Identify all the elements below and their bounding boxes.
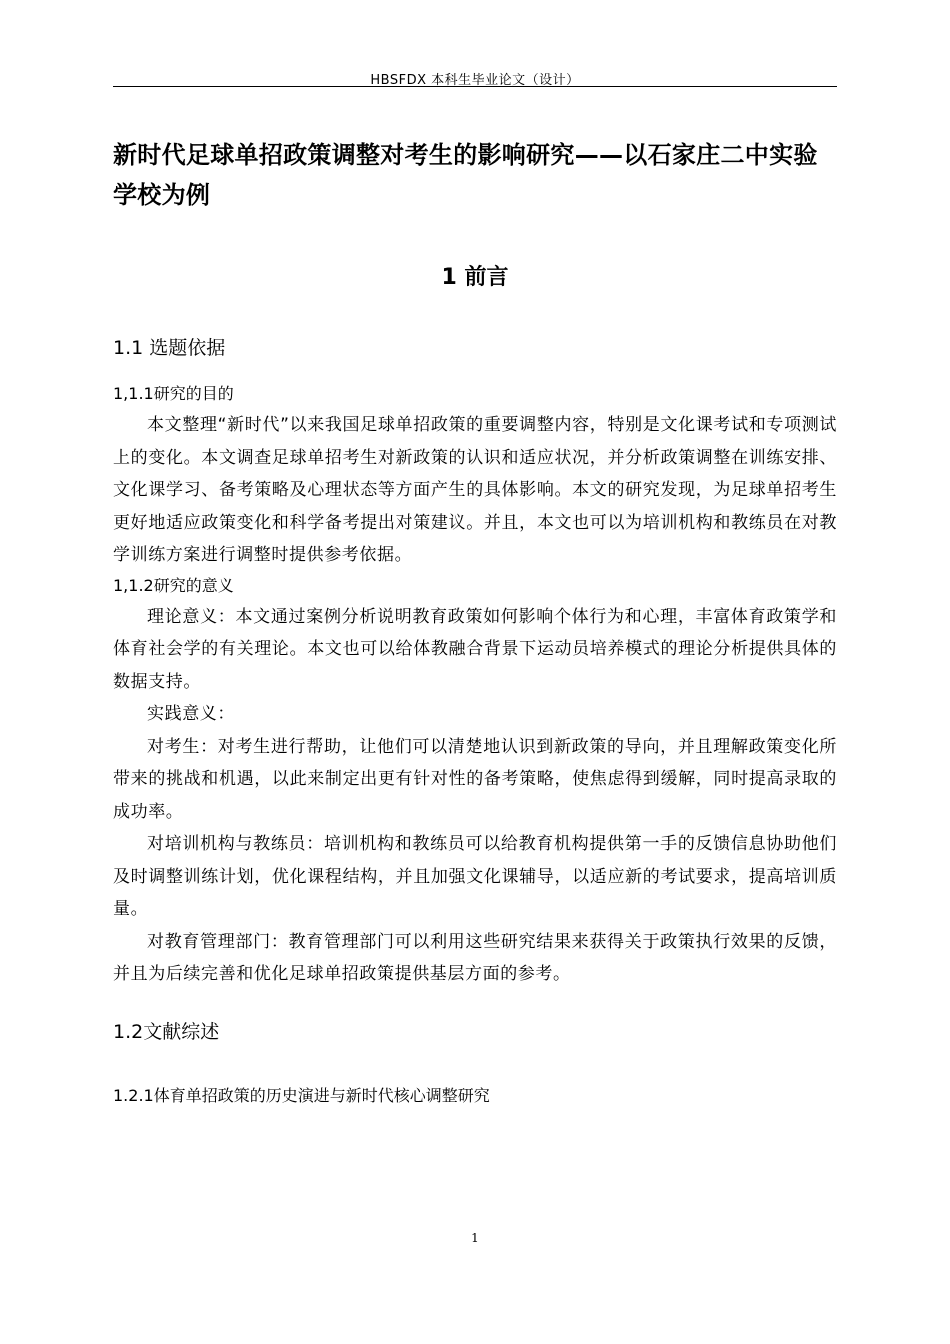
page-number: 1 [471, 1231, 479, 1245]
paper-title: 新时代足球单招政策调整对考生的影响研究——以石家庄二中实验学校为例 [113, 141, 818, 209]
subsection-heading-1-1-2: 1,1.2研究的意义 [113, 575, 234, 595]
chapter-heading: 1 前言 [441, 265, 509, 290]
paragraph-for-candidates: 对考生：对考生进行帮助，让他们可以清楚地认识到新政策的导向，并且理解政策变化所带来的挑战和机遇，以此来制定出更有针对性的备考策略，使焦虑得到缓解，同时提高录取的成功率。 [113, 736, 837, 822]
paragraph-theoretical-significance: 理论意义：本文通过案例分析说明教育政策如何影响个体行为和心理，丰富体育政策学和体育社会学的有关理论。本文也可以给体教融合背景下运动员培养模式的理论分析提供具体的数据支持。 [113, 606, 837, 692]
subsection-heading-1-1-1: 1,1.1研究的目的 [113, 384, 234, 403]
header-rule [113, 86, 837, 87]
section-heading-1-2: 1.2文献综述 [113, 1020, 220, 1043]
section-heading-1-1: 1.1 选题依据 [113, 337, 226, 359]
paragraph-for-coaches: 对培训机构与教练员：培训机构和教练员可以给教育机构提供第一手的反馈信息协助他们及时调整训练计划，优化课程结构，并且加强文化课辅导，以适应新的考试要求，提高培训质量。 [113, 834, 837, 919]
page-header: HBSFDX 本科生毕业论文（设计） [370, 73, 580, 88]
document-body [113, 135, 837, 1107]
paragraph-research-purpose: 本文整理“新时代”以来我国足球单招政策的重要调整内容，特别是文化课考试和专项测试上的变化。本文调查足球单招考生对新政策的认识和适应状况，并分析政策调整在训练安排、文化课学习、备考策略及心理状态等方面产生的具体影响。本文的研究发现，为足球单招考生更好地适应政策变化和科学备考提出对策建议。并且，本文也可以为培训机构和教练员在对教学训练方案进行调整时提供参考依据。 [113, 415, 837, 565]
paragraph-practical-significance: 实践意义： [147, 704, 235, 724]
subsection-heading-1-2-1: 1.2.1体育单招政策的历史演进与新时代核心调整研究 [113, 1085, 490, 1105]
paragraph-for-administration: 对教育管理部门：教育管理部门可以利用这些研究结果来获得关于政策执行效果的反馈，并且为后续完善和优化足球单招政策提供基层方面的参考。 [113, 931, 837, 984]
